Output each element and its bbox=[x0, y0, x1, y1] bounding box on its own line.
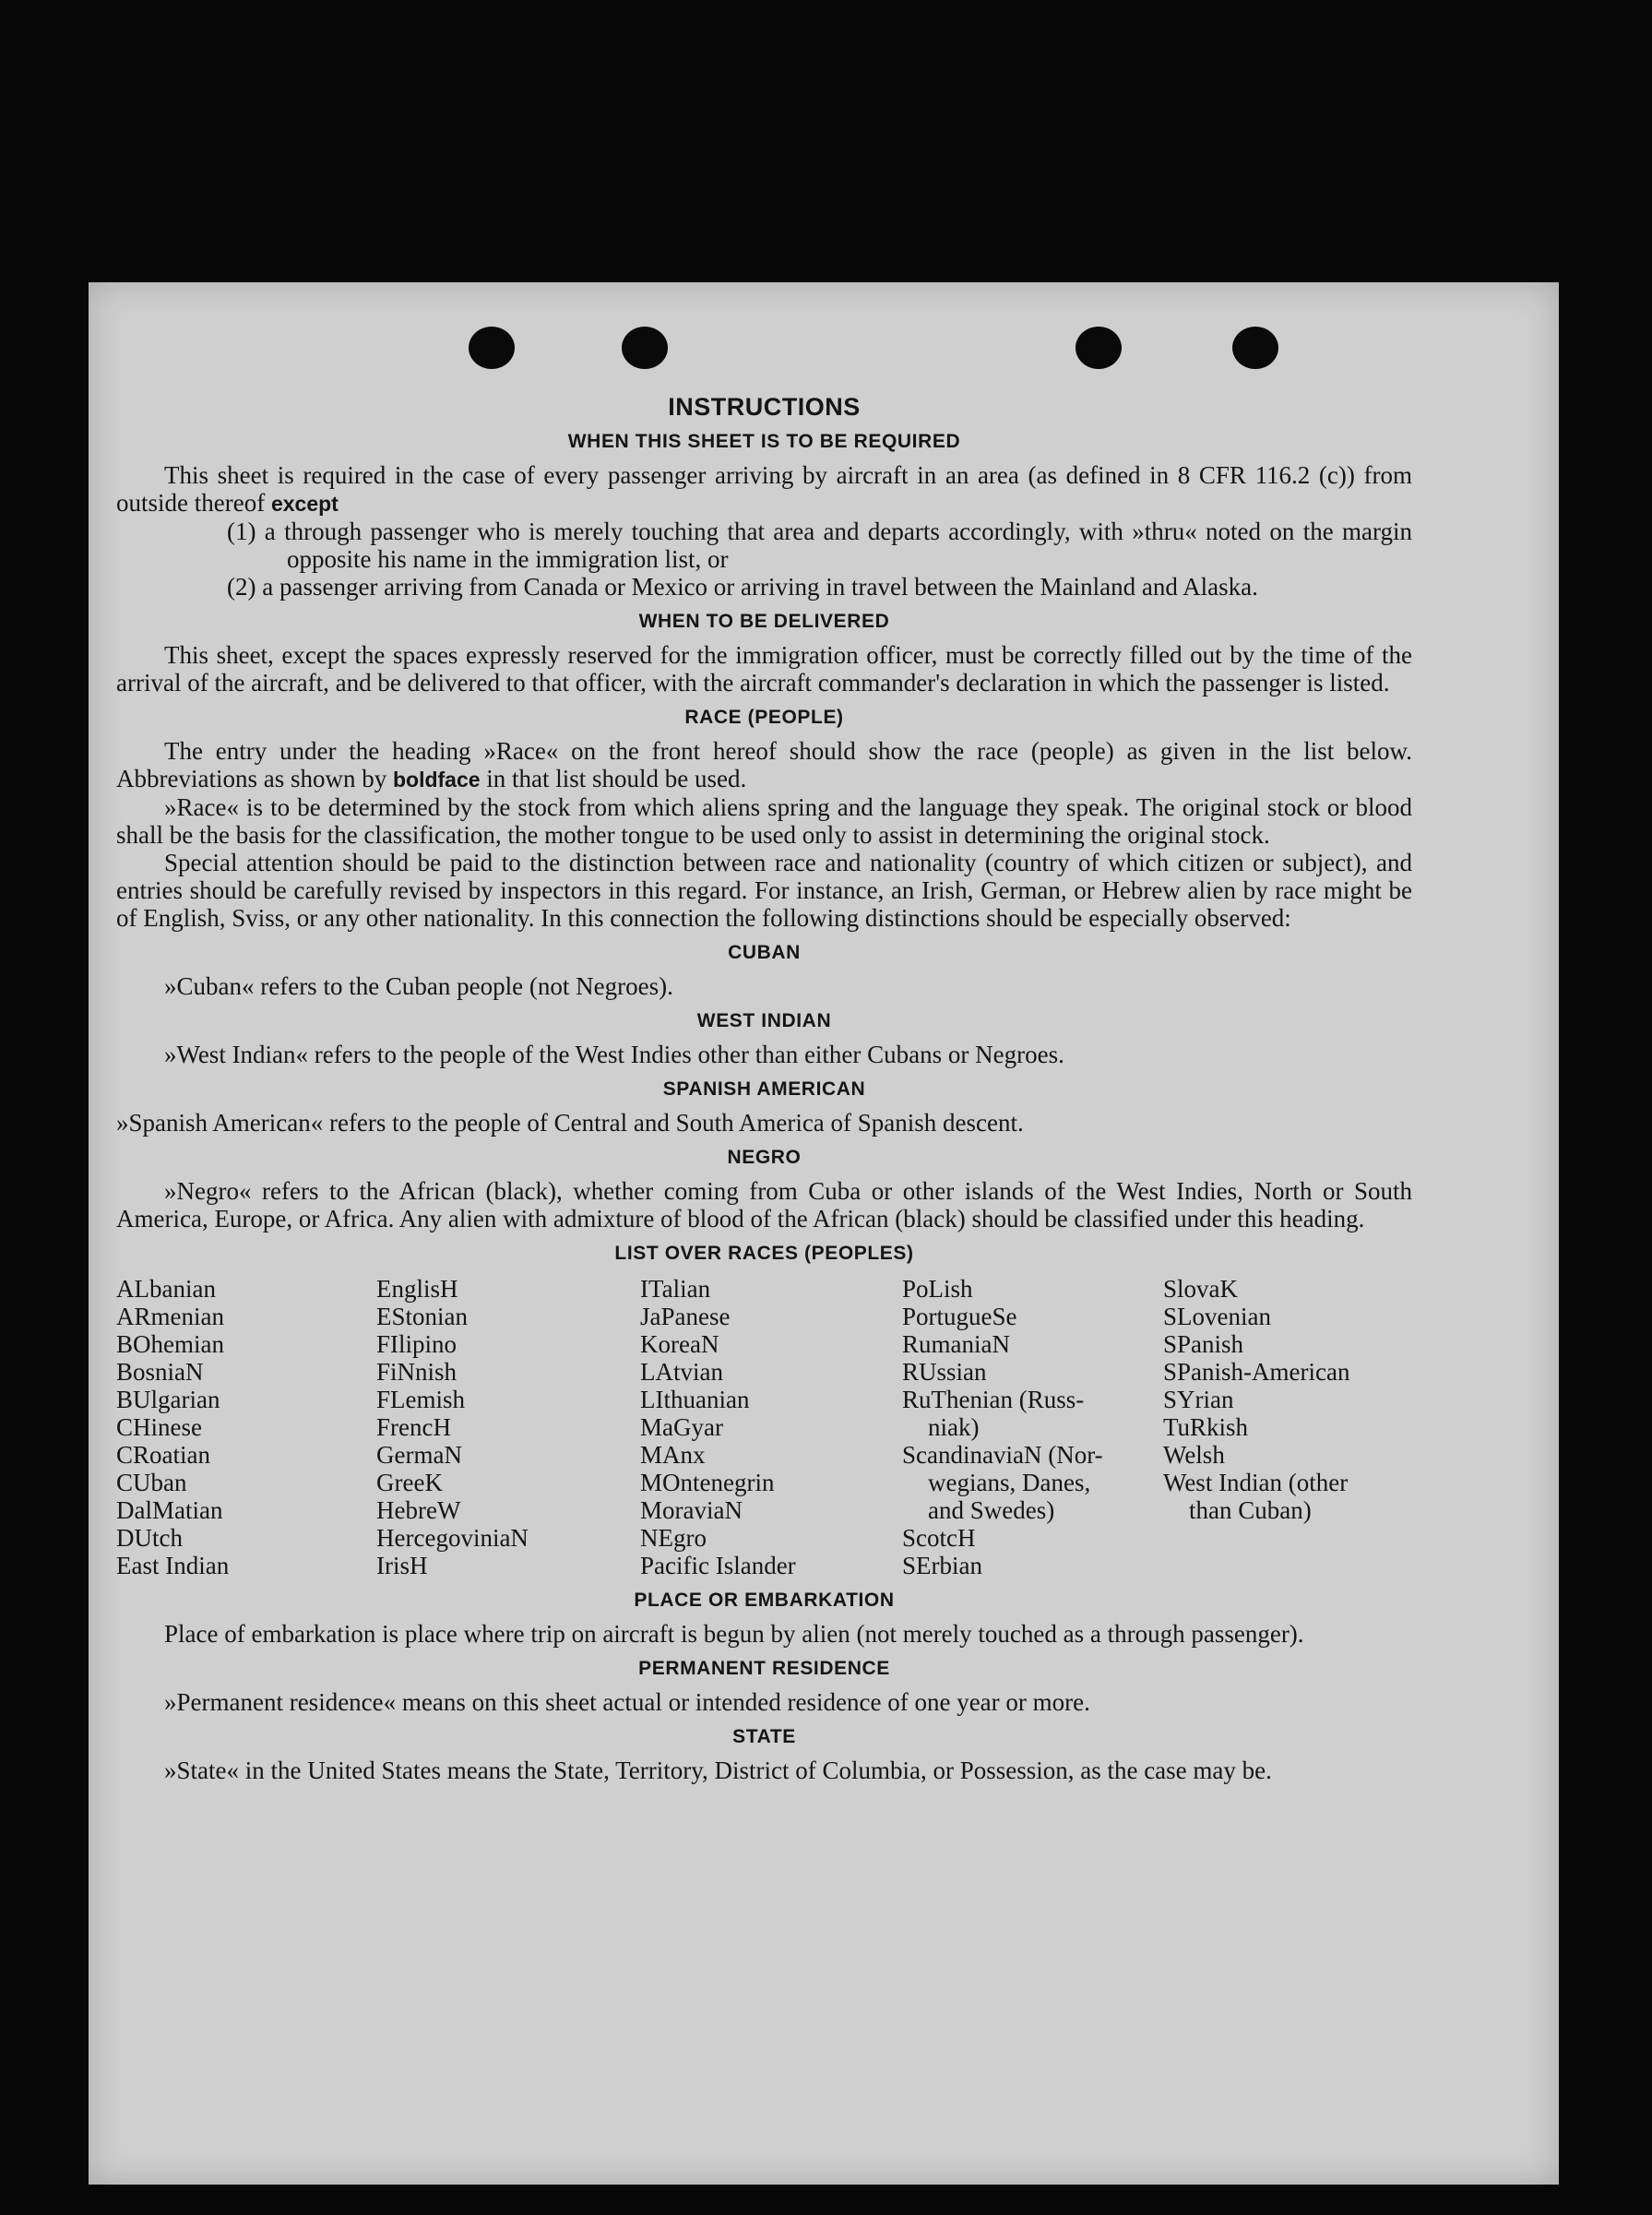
state-paragraph: »State« in the United States means the State, Territory, District of Columbia, or Possession, as the case may be. bbox=[164, 1757, 1272, 1784]
race-entry: RuThenian (Russ- bbox=[902, 1386, 1085, 1413]
race-entry: IrisH bbox=[376, 1552, 428, 1579]
races-column bbox=[640, 1275, 902, 1579]
race-entry: ARmenian bbox=[116, 1303, 224, 1330]
race-entry: BUlgarian bbox=[116, 1386, 220, 1413]
race-entry: wegians, Danes, bbox=[928, 1469, 1091, 1496]
except-word: except bbox=[270, 492, 339, 516]
race-entry: DUtch bbox=[116, 1524, 183, 1552]
cuban-paragraph: »Cuban« refers to the Cuban people (not Negroes). bbox=[164, 972, 673, 1000]
race-entry: SLovenian bbox=[1163, 1303, 1271, 1330]
race-entry: FiNnish bbox=[376, 1358, 458, 1386]
race-entry: BOhemian bbox=[116, 1330, 224, 1358]
race-entry: EnglisH bbox=[376, 1275, 458, 1303]
race-entry: EStonian bbox=[376, 1303, 468, 1330]
section-heading-residence: PERMANENT RESIDENCE bbox=[638, 1658, 890, 1679]
embarkation-paragraph: Place of embarkation is place where trip on aircraft is begun by alien (not merely touched as a through passenger). bbox=[164, 1620, 1304, 1648]
list-item: (1) a through passenger who is merely touching that area and departs accordingly, with »thru« noted on the margin opposite his name in the immigration list, or bbox=[227, 518, 1412, 573]
section-heading-races-list: LIST OVER RACES (PEOPLES) bbox=[614, 1243, 914, 1264]
race-entry: MOntenegrin bbox=[640, 1469, 775, 1496]
race-entry: RumaniaN bbox=[902, 1330, 1010, 1358]
race-entry: ITalian bbox=[640, 1275, 711, 1303]
race-entry: Welsh bbox=[1163, 1441, 1225, 1469]
section-heading-west-indian: WEST INDIAN bbox=[696, 1010, 832, 1031]
race-entry: SlovaK bbox=[1163, 1275, 1238, 1303]
race-entry: GermaN bbox=[376, 1441, 462, 1469]
races-list bbox=[116, 1275, 1412, 1579]
spanish-american-paragraph: »Spanish American« refers to the people of Central and South America of Spanish descent. bbox=[116, 1109, 1024, 1137]
section-heading-when-required: WHEN THIS SHEET IS TO BE REQUIRED bbox=[567, 431, 961, 452]
race-entry: CUban bbox=[116, 1469, 187, 1496]
section-heading-spanish-american: SPANISH AMERICAN bbox=[662, 1078, 866, 1100]
race-entry: PoLish bbox=[902, 1275, 973, 1303]
race-entry: FLemish bbox=[376, 1386, 466, 1413]
race-entry: HebreW bbox=[376, 1496, 461, 1524]
race-entry: MAnx bbox=[640, 1441, 706, 1469]
race-entry: PortugueSe bbox=[902, 1303, 1017, 1330]
document-page bbox=[89, 282, 1559, 2185]
section-heading-negro: NEGRO bbox=[727, 1147, 802, 1168]
races-column bbox=[1163, 1275, 1412, 1579]
race-p1-text: The entry under the heading »Race« on the front hereof should show the race (people) as given in the list below. Abbreviations as shown by bbox=[116, 737, 1412, 792]
race-entry: BosniaN bbox=[116, 1358, 204, 1386]
race-entry: RUssian bbox=[902, 1358, 987, 1386]
punch-hole bbox=[1232, 327, 1278, 369]
race-paragraph-3: Special attention should be paid to the distinction between race and nationality (country of which citizen or subject), and entries should be carefully revised by inspectors in this regard. For instance, an Irish, German, or Hebrew alien by race might be of English, Sviss, or any other nationality. In this connection the following distinctions should be especially observed: bbox=[116, 849, 1412, 932]
race-entry: NEgro bbox=[640, 1524, 707, 1552]
race-entry: SPanish bbox=[1163, 1330, 1244, 1358]
race-entry: SErbian bbox=[902, 1552, 982, 1579]
race-entry: LIthuanian bbox=[640, 1386, 750, 1413]
when-required-text: This sheet is required in the case of every passenger arriving by aircraft in an area (as defined in 8 CFR 116.2 (c)) from outside thereof bbox=[116, 461, 1412, 517]
when-delivered-paragraph: This sheet, except the spaces expressly reserved for the immigration officer, must be correctly filled out by the time of the arrival of the aircraft, and be delivered to that officer, with the aircraft commander's declaration in which the passenger is listed. bbox=[116, 641, 1412, 697]
section-heading-when-delivered: WHEN TO BE DELIVERED bbox=[638, 611, 890, 632]
section-heading-race: RACE (PEOPLE) bbox=[684, 707, 844, 728]
race-entry: MaGyar bbox=[640, 1413, 723, 1441]
race-entry: SYrian bbox=[1163, 1386, 1234, 1413]
race-entry: than Cuban) bbox=[1189, 1496, 1312, 1524]
race-entry: FIlipino bbox=[376, 1330, 458, 1358]
race-entry: West Indian (other bbox=[1163, 1469, 1349, 1496]
page-title: INSTRUCTIONS bbox=[668, 393, 861, 421]
punch-hole bbox=[622, 327, 668, 369]
race-entry: East Indian bbox=[116, 1552, 230, 1579]
race-entry: and Swedes) bbox=[928, 1496, 1055, 1524]
boldface-word: boldface bbox=[392, 768, 481, 792]
races-column bbox=[376, 1275, 640, 1579]
race-paragraph-1 bbox=[116, 737, 1412, 793]
race-paragraph-2: »Race« is to be determined by the stock from which aliens spring and the language they speak. The original stock or blood shall be the basis for the classification, the mother tongue to be used only to assist in determining the original stock. bbox=[116, 793, 1412, 849]
race-entry: ScotcH bbox=[902, 1524, 976, 1552]
race-entry: DalMatian bbox=[116, 1496, 223, 1524]
section-heading-cuban: CUBAN bbox=[728, 942, 801, 963]
race-entry: CRoatian bbox=[116, 1441, 210, 1469]
when-required-paragraph bbox=[116, 461, 1412, 518]
race-entry: ALbanian bbox=[116, 1275, 216, 1303]
race-entry: FrencH bbox=[376, 1413, 451, 1441]
race-entry: TuRkish bbox=[1163, 1413, 1249, 1441]
residence-paragraph: »Permanent residence« means on this sheet actual or intended residence of one year or more. bbox=[164, 1688, 1090, 1716]
race-entry: LAtvian bbox=[640, 1358, 723, 1386]
punch-hole bbox=[469, 327, 515, 369]
races-column bbox=[902, 1275, 1163, 1579]
negro-paragraph: »Negro« refers to the African (black), whether coming from Cuba or other islands of the West Indies, North or South America, Europe, or Africa. Any alien with admixture of blood of the African (black) should be classified under this heading. bbox=[116, 1177, 1412, 1233]
race-entry: Pacific Islander bbox=[640, 1552, 796, 1579]
race-entry: ScandinaviaN (Nor- bbox=[902, 1441, 1103, 1469]
races-column bbox=[116, 1275, 376, 1579]
list-item: (2) a passenger arriving from Canada or Mexico or arriving in travel between the Mainland and Alaska. bbox=[227, 573, 1258, 601]
race-entry: SPanish-American bbox=[1163, 1358, 1350, 1386]
west-indian-paragraph: »West Indian« refers to the people of the West Indies other than either Cubans or Negroes. bbox=[164, 1041, 1064, 1068]
race-entry: GreeK bbox=[376, 1469, 443, 1496]
race-entry: JaPanese bbox=[640, 1303, 731, 1330]
race-entry: HercegoviniaN bbox=[376, 1524, 529, 1552]
race-p1-text-end: in that list should be used. bbox=[486, 765, 747, 792]
punch-hole bbox=[1076, 327, 1122, 369]
race-entry: MoraviaN bbox=[640, 1496, 743, 1524]
race-entry: CHinese bbox=[116, 1413, 202, 1441]
section-heading-state: STATE bbox=[732, 1726, 796, 1747]
instructions-content bbox=[116, 393, 1412, 1784]
race-entry: niak) bbox=[928, 1413, 980, 1441]
race-entry: KoreaN bbox=[640, 1330, 719, 1358]
section-heading-embarkation: PLACE OR EMBARKATION bbox=[634, 1590, 895, 1611]
